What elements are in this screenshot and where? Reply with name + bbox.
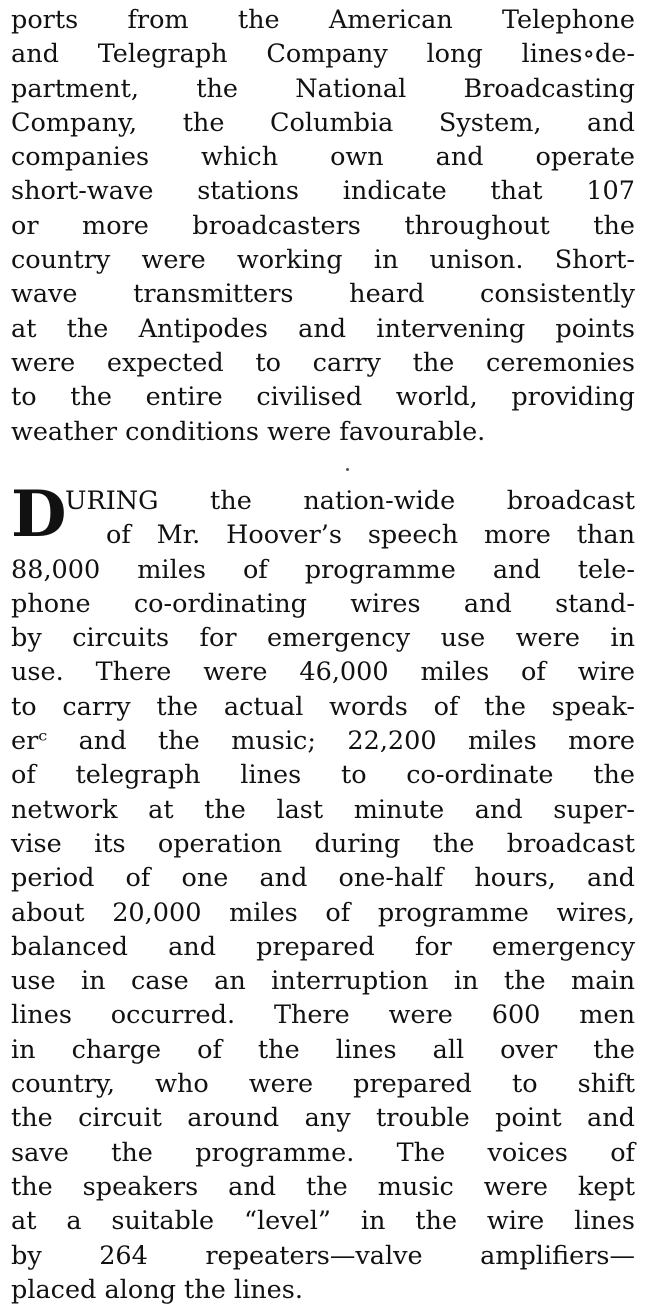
text-line: use in case an interruption in the main (11, 966, 635, 997)
text-line: country were working in unison. Short- (11, 245, 635, 276)
text-line: in charge of the lines all over the (11, 1034, 635, 1065)
text-line: use. There were 46,000 miles of wire (11, 657, 635, 688)
text-line: were expected to carry the ceremonies (11, 347, 635, 378)
text-line: the speakers and the music were kept (11, 1171, 635, 1202)
drop-cap: D (11, 477, 67, 552)
ink-speck (346, 468, 349, 471)
text-line: the circuit around any trouble point and (11, 1103, 635, 1134)
text-line: weather conditions were favourable. (11, 416, 486, 447)
text-line: save the programme. The voices of (11, 1137, 635, 1168)
text-line: by 264 repeaters—valve amplifiers— (11, 1240, 635, 1271)
text-line: by circuits for emergency use were in (11, 623, 635, 654)
text-line: ports from the American Telephone (11, 5, 635, 35)
text-line: network at the last minute and super- (11, 794, 635, 825)
text-line: vise its operation during the broadcast (11, 828, 635, 859)
text-line: placed along the lines. (11, 1274, 303, 1305)
text-line: wave transmitters heard consistently (11, 279, 635, 310)
text-line: erᶜ and the music; 22,200 miles more (11, 726, 635, 757)
text-line: partment, the National Broadcasting (11, 73, 635, 104)
text-line: and Telegraph Company long lines∘de- (11, 39, 635, 70)
text-line: of Mr. Hoover’s speech more than (106, 520, 635, 551)
text-line: URING the nation-wide broadcast (65, 486, 635, 516)
text-line: of telegraph lines to co-ordinate the (11, 760, 635, 791)
text-line: period of one and one-half hours, and (11, 863, 635, 894)
text-line: balanced and prepared for emergency (11, 931, 635, 962)
text-line: to the entire civilised world, providing (11, 382, 635, 413)
text-line: about 20,000 miles of programme wires, (11, 897, 635, 928)
text-line: companies which own and operate (11, 142, 635, 173)
text-line: at the Antipodes and intervening points (11, 313, 635, 344)
text-line: or more broadcasters throughout the (11, 210, 635, 241)
text-line: phone co-ordinating wires and stand- (11, 588, 635, 619)
text-line: Company, the Columbia System, and (11, 107, 635, 138)
text-line: 88,000 miles of programme and tele- (11, 554, 635, 585)
text-line: at a suitable “level” in the wire lines (11, 1206, 635, 1237)
text-line: to carry the actual words of the speak- (11, 691, 635, 722)
paragraph-broadcast-networks (11, 3, 635, 449)
text-line: short-wave stations indicate that 107 (11, 176, 635, 207)
text-line: country, who were prepared to shift (11, 1069, 635, 1100)
paragraph-wire-network (11, 477, 635, 1307)
text-line: lines occurred. There were 600 men (11, 1000, 635, 1031)
